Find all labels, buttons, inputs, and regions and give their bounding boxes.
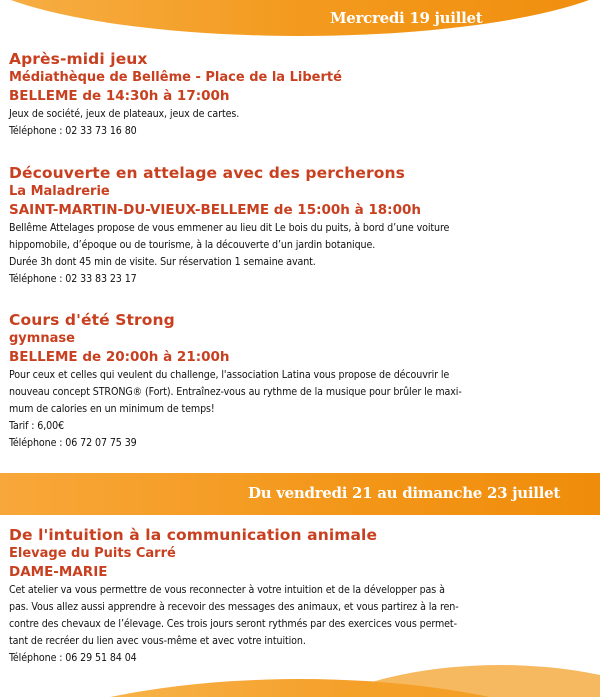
description-line: hippomobile, d’époque ou de tourisme, à la découverte d’un jardin botanique. — [9, 239, 376, 251]
event-description — [9, 367, 594, 452]
event-title: Cours d'été Strong — [9, 311, 175, 329]
event-apres-midi-jeux — [9, 49, 594, 140]
event-time — [9, 348, 594, 367]
footer-arc-decoration — [0, 665, 600, 697]
event-hours: de 14:30h à 17:00h — [82, 88, 230, 104]
event-time — [9, 87, 594, 106]
description-line: Pour ceux et celles qui veulent du challenge, l'association Latina vous propose de découvrir le — [9, 369, 450, 381]
event-hours: de 15:00h à 18:00h — [273, 202, 421, 218]
event-place: gymnase — [9, 331, 75, 346]
event-city: SAINT-MARTIN-DU-VIEUX-BELLEME — [9, 202, 270, 218]
event-time — [9, 201, 594, 220]
event-place: Médiathèque de Bellême - Place de la Liberté — [9, 70, 342, 85]
date-heading-1: Mercredi 19 juillet — [330, 9, 483, 27]
event-place: Elevage du Puits Carré — [9, 546, 176, 561]
event-decouverte-attelage — [9, 163, 594, 288]
event-city: BELLEME — [9, 88, 78, 104]
description-line: Cet atelier va vous permettre de vous reconnecter à votre intuition et de la développer pas à — [9, 584, 445, 596]
description-line: Téléphone : 06 29 51 84 04 — [9, 652, 137, 664]
date-heading-2: Du vendredi 21 au dimanche 23 juillet — [248, 484, 560, 502]
description-line: Jeux de société, jeux de plateaux, jeux de cartes. — [9, 108, 240, 120]
event-title: Découverte en attelage avec des percherons — [9, 164, 405, 182]
event-city: DAME-MARIE — [9, 564, 108, 580]
event-title: Après-midi jeux — [9, 50, 148, 68]
event-city: BELLEME — [9, 349, 78, 365]
event-hours: de 20:00h à 21:00h — [82, 349, 230, 365]
description-line: Tarif : 6,00€ — [9, 420, 65, 432]
event-description — [9, 106, 594, 140]
description-line: Durée 3h dont 45 min de visite. Sur réservation 1 semaine avant. — [9, 256, 316, 268]
event-communication-animale — [9, 525, 594, 667]
description-line: Téléphone : 06 72 07 75 39 — [9, 437, 137, 449]
date-band-2 — [0, 473, 600, 515]
description-line: pas. Vous allez aussi apprendre à recevoir des messages des animaux, et vous partirez à la ren- — [9, 601, 459, 613]
event-title: De l'intuition à la communication animale — [9, 526, 378, 544]
event-description — [9, 582, 594, 667]
header-band — [0, 0, 600, 37]
event-description — [9, 220, 594, 288]
description-line: nouveau concept STRONG® (Fort). Entraînez-vous au rythme de la musique pour brûler le maxi- — [9, 386, 462, 398]
description-line: tant de recréer du lien avec vous-même et avec votre intuition. — [9, 635, 306, 647]
description-line: mum de calories en un minimum de temps! — [9, 403, 215, 415]
description-line: Téléphone : 02 33 83 23 17 — [9, 273, 137, 285]
event-place: La Maladrerie — [9, 184, 110, 199]
description-line: contre des chevaux de l’élevage. Ces trois jours seront rythmés par des exercices vous permet- — [9, 618, 457, 630]
description-line: Téléphone : 02 33 73 16 80 — [9, 125, 137, 137]
description-line: Bellême Attelages propose de vous emmener au lieu dit Le bois du puits, à bord d’une voiture — [9, 222, 450, 234]
header-arc-decoration — [0, 0, 600, 36]
event-cours-strong — [9, 310, 594, 452]
event-time — [9, 563, 594, 582]
